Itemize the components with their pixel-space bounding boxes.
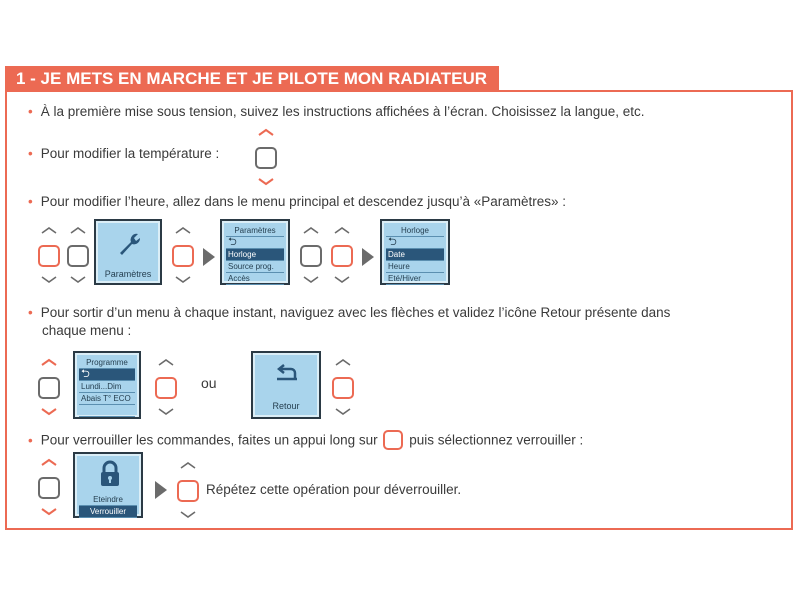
chevron-up-icon[interactable] [334, 358, 352, 366]
menu-item: Date [386, 249, 444, 261]
ok-button[interactable] [177, 480, 199, 502]
menu-item: Lundi...Dim [79, 381, 135, 393]
chevron-up-icon[interactable] [333, 226, 351, 234]
nav-key-8[interactable] [332, 357, 354, 419]
temperature-key[interactable] [255, 127, 277, 189]
chevron-down-icon[interactable] [40, 508, 58, 516]
ok-button[interactable] [38, 245, 60, 267]
nav-key-1[interactable] [38, 225, 60, 287]
menu-item: Accès [226, 273, 284, 285]
ok-button[interactable] [331, 245, 353, 267]
chevron-up-icon[interactable] [174, 226, 192, 234]
arrow-right-icon [203, 248, 215, 266]
bullet-first-power-on: • À la première mise sous tension, suivez les instructions affichées à l’écran. Choisissez la langue, etc. [28, 104, 645, 119]
menu-back-row [226, 237, 284, 249]
chevron-down-icon[interactable] [174, 276, 192, 284]
nav-key-6[interactable] [38, 357, 60, 419]
menu-header: Horloge [386, 225, 444, 237]
screen-menu-parametres [220, 219, 290, 285]
ok-button[interactable] [38, 477, 60, 499]
screen-programme [73, 351, 141, 419]
nav-key-2[interactable] [67, 225, 89, 287]
menu-item-selected: Verrouiller [79, 506, 137, 518]
menu-header: Programme [79, 357, 135, 369]
ok-button[interactable] [300, 245, 322, 267]
nav-key-9[interactable] [38, 457, 60, 519]
bullet-exit-menu: • Pour sortir d’un menu à chaque instant, naviguez avec les flèches et validez l’icône Retour présente dans [28, 305, 671, 320]
chevron-down-icon[interactable] [257, 178, 275, 186]
bullet-exit-menu-cont: chaque menu : [42, 323, 132, 338]
repeat-to-unlock: Répétez cette opération pour déverrouiller. [206, 482, 462, 497]
nav-key-10[interactable] [177, 460, 199, 522]
chevron-down-icon[interactable] [302, 276, 320, 284]
screen-parametres [94, 219, 162, 285]
ok-button[interactable] [332, 377, 354, 399]
arrow-right-icon [362, 248, 374, 266]
ok-button[interactable] [67, 245, 89, 267]
section-title: 1 - JE METS EN MARCHE ET JE PILOTE MON RADIATEUR [5, 66, 499, 91]
ok-button[interactable] [255, 147, 277, 169]
ok-button-inline [383, 430, 403, 450]
chevron-up-icon[interactable] [40, 458, 58, 466]
bullet-lock: • Pour verrouiller les commandes, faites un appui long sur puis sélectionnez verrouiller : [28, 431, 583, 451]
padlock-icon [98, 460, 122, 488]
menu-item: Eté/Hiver [386, 273, 444, 285]
return-arrow-icon: ⮌ [228, 236, 237, 248]
screen-label: Retour [272, 401, 300, 411]
nav-key-3[interactable] [172, 225, 194, 287]
chevron-down-icon[interactable] [40, 408, 58, 416]
arrow-right-icon [155, 481, 167, 499]
menu-item: Source prog. [226, 261, 284, 273]
menu-header: Paramètres [226, 225, 284, 237]
chevron-up-icon[interactable] [69, 226, 87, 234]
menu-item: Eteindre [79, 494, 137, 506]
return-arrow-icon [273, 363, 301, 385]
chevron-up-icon[interactable] [302, 226, 320, 234]
screen-menu-horloge [380, 219, 450, 285]
or-label: ou [201, 375, 217, 391]
bullet-time: • Pour modifier l’heure, allez dans le menu principal et descendez jusqu’à «Paramètres» : [28, 194, 567, 209]
nav-key-7[interactable] [155, 357, 177, 419]
chevron-up-icon[interactable] [179, 461, 197, 469]
chevron-down-icon[interactable] [157, 408, 175, 416]
chevron-up-icon[interactable] [157, 358, 175, 366]
return-arrow-icon: ⮌ [388, 236, 397, 248]
chevron-down-icon[interactable] [334, 408, 352, 416]
screen-lock [73, 452, 143, 518]
bullet-temperature: • Pour modifier la température : [28, 146, 220, 161]
menu-item: Horloge [226, 249, 284, 261]
nav-key-4[interactable] [300, 225, 322, 287]
chevron-down-icon[interactable] [179, 511, 197, 519]
wrench-icon [114, 229, 144, 259]
ok-button[interactable] [155, 377, 177, 399]
chevron-down-icon[interactable] [69, 276, 87, 284]
menu-back-row [386, 237, 444, 249]
ok-button[interactable] [172, 245, 194, 267]
nav-key-5[interactable] [331, 225, 353, 287]
screen-retour [251, 351, 321, 419]
ok-button[interactable] [38, 377, 60, 399]
chevron-down-icon[interactable] [333, 276, 351, 284]
chevron-up-icon[interactable] [40, 358, 58, 366]
return-arrow-icon: ⮌ [81, 368, 90, 380]
chevron-up-icon[interactable] [257, 128, 275, 136]
menu-back-row [79, 369, 135, 381]
menu-item: Heure [386, 261, 444, 273]
chevron-up-icon[interactable] [40, 226, 58, 234]
menu-item: Abais T° ECO [79, 393, 135, 405]
screen-label: Paramètres [104, 269, 152, 279]
menu-item [79, 405, 135, 417]
chevron-down-icon[interactable] [40, 276, 58, 284]
